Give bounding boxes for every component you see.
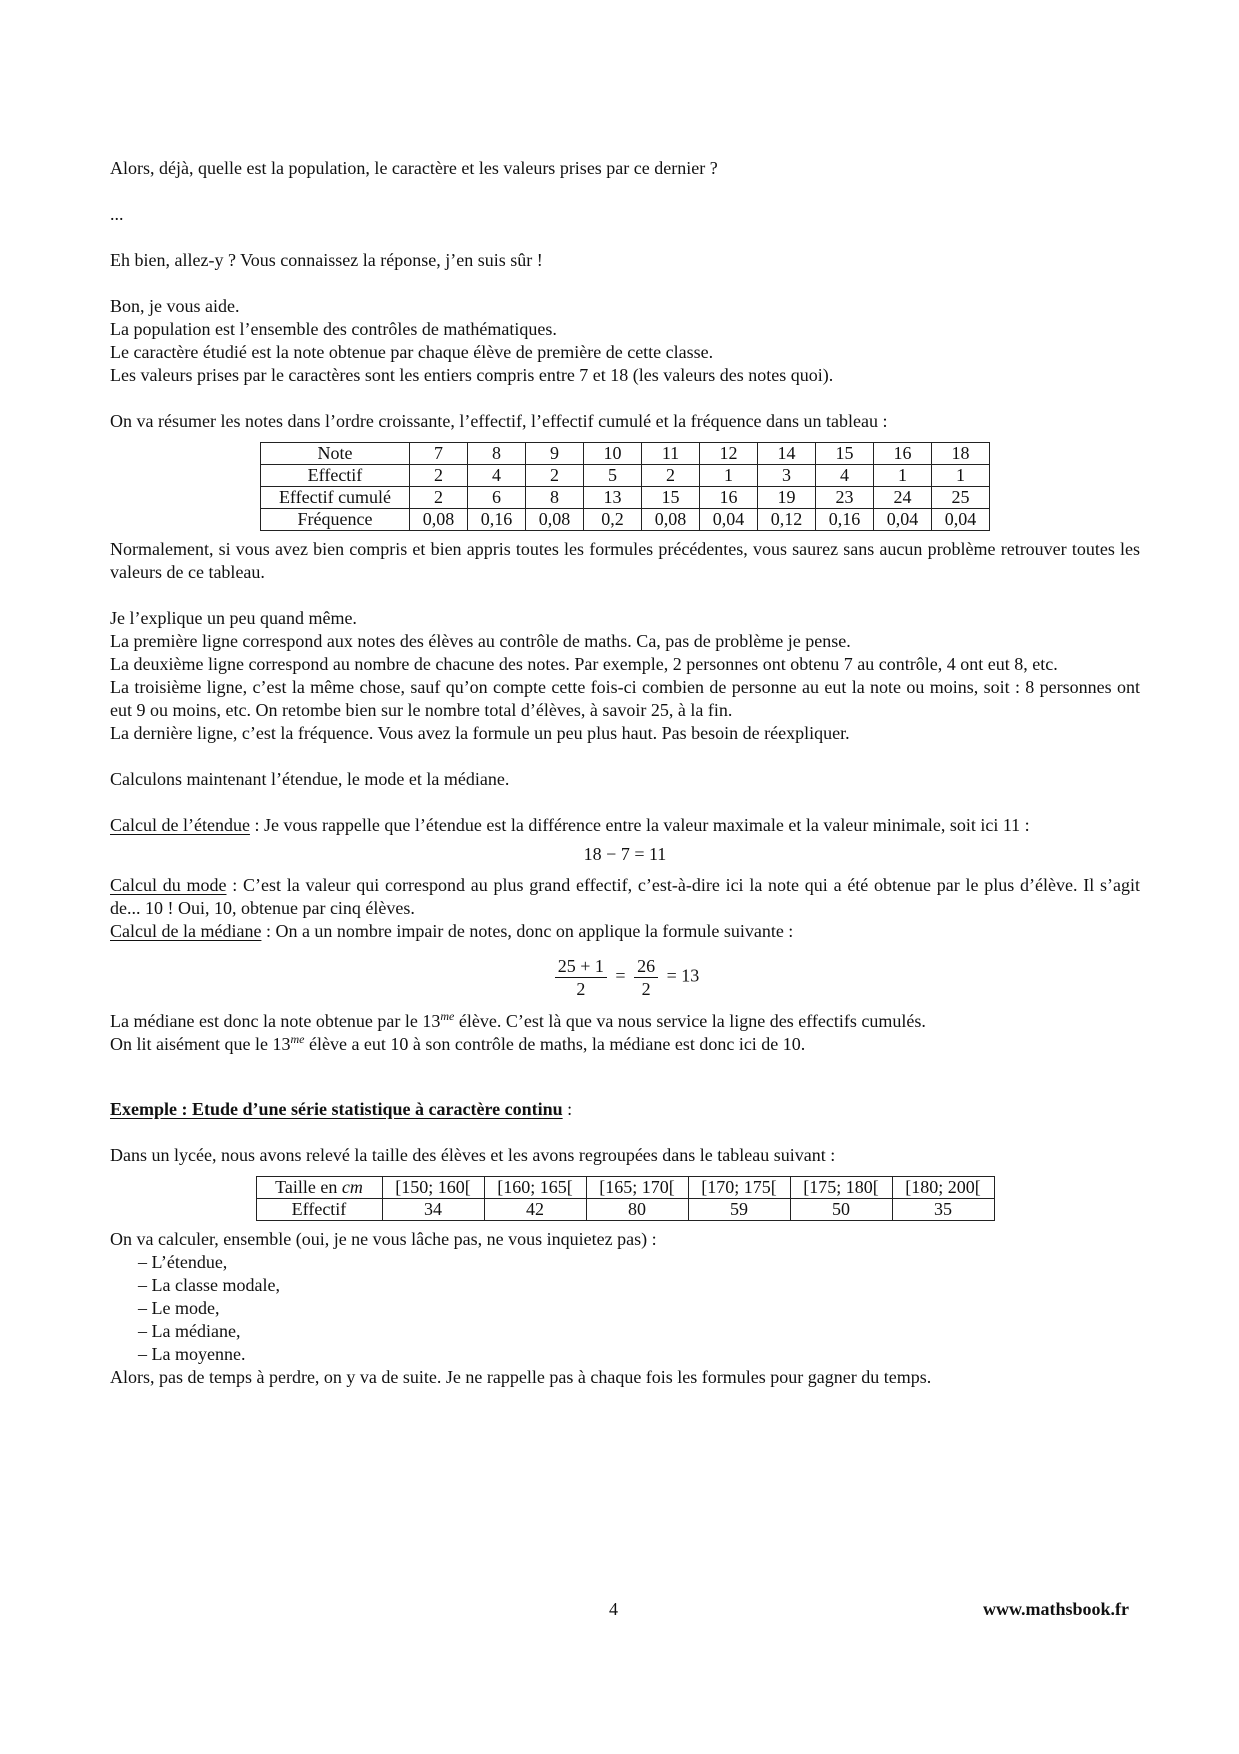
table-cell: 0,2 bbox=[584, 509, 642, 531]
table-cell: 59 bbox=[688, 1199, 790, 1221]
ellipsis: ... bbox=[110, 204, 124, 224]
table-cell: [160; 165[ bbox=[484, 1177, 586, 1199]
fraction-2-denominator: 2 bbox=[641, 979, 651, 999]
table-cell: 16 bbox=[700, 487, 758, 509]
table-cell: 0,04 bbox=[700, 509, 758, 531]
mediane-formula bbox=[110, 955, 1140, 1000]
table-cell: 0,04 bbox=[932, 509, 990, 531]
table-cell: 6 bbox=[468, 487, 526, 509]
etendue-text: : Je vous rappelle que l’étendue est la différence entre la valeur maximale et la valeur minimale, soit ici 11 : bbox=[249, 815, 1030, 835]
help-line: Bon, je vous aide. bbox=[110, 296, 240, 316]
list-item: – La moyenne. bbox=[138, 1343, 1140, 1366]
table-cell: 1 bbox=[932, 465, 990, 487]
ordinal-suffix: me bbox=[440, 1009, 455, 1023]
table-cell: 18 bbox=[932, 443, 990, 465]
table-cell: 0,16 bbox=[816, 509, 874, 531]
table-cell: 9 bbox=[526, 443, 584, 465]
table-cell: 0,04 bbox=[874, 509, 932, 531]
mediane-result-2-b: élève a eut 10 à son contrôle de maths, la médiane est donc ici de 10. bbox=[304, 1034, 806, 1054]
table-cell: 8 bbox=[468, 443, 526, 465]
table-cell: 13 bbox=[584, 487, 642, 509]
table-cell: 25 bbox=[932, 487, 990, 509]
table-cell: 12 bbox=[700, 443, 758, 465]
table-cell: 15 bbox=[642, 487, 700, 509]
mediane-paragraph bbox=[110, 920, 1140, 943]
mediane-result-1-a: La médiane est donc la note obtenue par le 13 bbox=[110, 1011, 441, 1031]
after-intro: On va calculer, ensemble (oui, je ne vous lâche pas, ne vous inquietez pas) : bbox=[110, 1229, 657, 1249]
fraction-2-numerator: 26 bbox=[634, 955, 658, 978]
table-cell: 2 bbox=[642, 465, 700, 487]
explain-line-3: La troisième ligne, c’est la même chose, sauf qu’on compte cette fois-ci combien de personne au eut la note ou moins, soit : 8 personnes ont eut 9 ou moins, etc. On retombe bien sur le nombre total d’élèves, à savoir 25, à la fin. bbox=[110, 677, 1140, 720]
table-cell: 35 bbox=[892, 1199, 994, 1221]
header-unit: cm bbox=[341, 1177, 363, 1197]
calc-intro: Calculons maintenant l’étendue, le mode et la médiane. bbox=[110, 769, 510, 789]
mode-paragraph bbox=[110, 874, 1140, 920]
table-cell: 50 bbox=[790, 1199, 892, 1221]
etendue-paragraph bbox=[110, 814, 1140, 837]
header-text: Taille en bbox=[275, 1177, 342, 1197]
list-item: – Le mode, bbox=[138, 1297, 1140, 1320]
fraction-2 bbox=[634, 955, 658, 1000]
table-cell: 4 bbox=[816, 465, 874, 487]
website-link[interactable]: www.mathsbook.fr bbox=[982, 1599, 1129, 1619]
mediane-result-2-a: On lit aisément que le 13 bbox=[110, 1034, 291, 1054]
calc-list bbox=[110, 1251, 1140, 1366]
table-row bbox=[261, 487, 990, 509]
mode-text: : C’est la valeur qui correspond au plus grand effectif, c’est-à-dire ici la note qui a été obtenue par le plus d’élève. Il s’agit de... 10 ! Oui, 10, obtenue par cinq élèves. bbox=[110, 875, 1141, 918]
explain-line-1: La première ligne correspond aux notes des élèves au contrôle de maths. Ca, pas de problème je pense. bbox=[110, 631, 851, 651]
mediane-label: Calcul de la médiane bbox=[110, 921, 262, 941]
example-title-suffix: : bbox=[562, 1099, 573, 1119]
table-cell: 34 bbox=[382, 1199, 484, 1221]
valeurs-line: Les valeurs prises par le caractères sont les entiers compris entre 7 et 18 (les valeurs des notes quoi). bbox=[110, 365, 834, 385]
equals-sign: = bbox=[615, 965, 626, 986]
table-cell: 24 bbox=[874, 487, 932, 509]
table-row bbox=[261, 465, 990, 487]
mode-label: Calcul du mode bbox=[110, 875, 227, 895]
table-cell: 11 bbox=[642, 443, 700, 465]
intro-question: Alors, déjà, quelle est la population, le caractère et les valeurs prises par ce dernier ? bbox=[110, 158, 718, 178]
page-content bbox=[110, 157, 1140, 1389]
ordinal-suffix: me bbox=[290, 1032, 305, 1046]
resume-line: On va résumer les notes dans l’ordre croissante, l’effectif, l’effectif cumulé et la fréquence dans un tableau : bbox=[110, 411, 888, 431]
notes-table bbox=[260, 442, 990, 531]
table-cell: 0,08 bbox=[642, 509, 700, 531]
table-cell: 0,08 bbox=[526, 509, 584, 531]
etendue-label: Calcul de l’étendue bbox=[110, 815, 250, 835]
list-item: – L’étendue, bbox=[138, 1251, 1140, 1274]
table-cell: 19 bbox=[758, 487, 816, 509]
table-row bbox=[256, 1199, 994, 1221]
table-cell: 0,08 bbox=[410, 509, 468, 531]
table-row bbox=[256, 1177, 994, 1199]
table-cell: 2 bbox=[410, 487, 468, 509]
mediane-result-1 bbox=[110, 1010, 1140, 1033]
table-cell: 80 bbox=[586, 1199, 688, 1221]
table-cell: [150; 160[ bbox=[382, 1177, 484, 1199]
table-cell: 2 bbox=[410, 465, 468, 487]
table-cell: [165; 170[ bbox=[586, 1177, 688, 1199]
table-cell: 0,16 bbox=[468, 509, 526, 531]
mediane-result-2 bbox=[110, 1033, 1140, 1056]
table-cell: 4 bbox=[468, 465, 526, 487]
table-cell: 10 bbox=[584, 443, 642, 465]
table-cell: 15 bbox=[816, 443, 874, 465]
table-header-cell: Note bbox=[261, 443, 410, 465]
table-cell: 5 bbox=[584, 465, 642, 487]
table-cell: [180; 200[ bbox=[892, 1177, 994, 1199]
table-cell: 1 bbox=[874, 465, 932, 487]
after-outro: Alors, pas de temps à perdre, on y va de suite. Je ne rappelle pas à chaque fois les formules pour gagner du temps. bbox=[110, 1367, 932, 1387]
fraction-1 bbox=[555, 955, 607, 1000]
page-number: 4 bbox=[609, 1599, 618, 1619]
caractere-line: Le caractère étudié est la note obtenue par chaque élève de première de cette classe. bbox=[110, 342, 714, 362]
normal-paragraph: Normalement, si vous avez bien compris et bien appris toutes les formules précédentes, vous saurez sans aucun problème retrouver toutes les valeurs de ce tableau. bbox=[110, 539, 1140, 582]
explain-intro: Je l’explique un peu quand même. bbox=[110, 608, 357, 628]
fraction-1-numerator: 25 + 1 bbox=[555, 955, 607, 978]
intro-prompt: Eh bien, allez-y ? Vous connaissez la réponse, j’en suis sûr ! bbox=[110, 250, 543, 270]
table-cell: [175; 180[ bbox=[790, 1177, 892, 1199]
taille-table bbox=[256, 1176, 995, 1221]
table-cell: 16 bbox=[874, 443, 932, 465]
table-row bbox=[261, 443, 990, 465]
explain-line-4: La dernière ligne, c’est la fréquence. Vous avez la formule un peu plus haut. Pas besoin de réexpliquer. bbox=[110, 723, 850, 743]
table-cell: 14 bbox=[758, 443, 816, 465]
population-line: La population est l’ensemble des contrôles de mathématiques. bbox=[110, 319, 557, 339]
table-header-cell: Effectif bbox=[256, 1199, 382, 1221]
table-cell: 2 bbox=[526, 465, 584, 487]
table-header-cell: Effectif cumulé bbox=[261, 487, 410, 509]
table-cell: 0,12 bbox=[758, 509, 816, 531]
example-heading bbox=[110, 1098, 1140, 1121]
table-header-cell: Effectif bbox=[261, 465, 410, 487]
table-cell: 8 bbox=[526, 487, 584, 509]
page-footer bbox=[0, 1598, 1239, 1622]
mediane-result-1-b: élève. C’est là que va nous service la ligne des effectifs cumulés. bbox=[454, 1011, 926, 1031]
table-cell: 7 bbox=[410, 443, 468, 465]
mediane-text: : On a un nombre impair de notes, donc on applique la formule suivante : bbox=[261, 921, 794, 941]
table-cell: 23 bbox=[816, 487, 874, 509]
table-header-cell: Fréquence bbox=[261, 509, 410, 531]
table-cell: [170; 175[ bbox=[688, 1177, 790, 1199]
etendue-formula: 18 − 7 = 11 bbox=[583, 844, 667, 864]
example-intro: Dans un lycée, nous avons relevé la taille des élèves et les avons regroupées dans le tableau suivant : bbox=[110, 1145, 836, 1165]
table-cell: 1 bbox=[700, 465, 758, 487]
formula-result: = 13 bbox=[666, 965, 700, 986]
list-item: – La classe modale, bbox=[138, 1274, 1140, 1297]
table-row bbox=[261, 509, 990, 531]
explain-line-2: La deuxième ligne correspond au nombre de chacune des notes. Par exemple, 2 personnes ont obtenu 7 au contrôle, 4 ont eut 8, etc. bbox=[110, 654, 1058, 674]
table-cell: 42 bbox=[484, 1199, 586, 1221]
example-title: Exemple : Etude d’une série statistique à caractère continu bbox=[110, 1099, 563, 1119]
table-cell: 3 bbox=[758, 465, 816, 487]
list-item: – La médiane, bbox=[138, 1320, 1140, 1343]
table-header-cell bbox=[256, 1177, 382, 1199]
fraction-1-denominator: 2 bbox=[576, 979, 586, 999]
